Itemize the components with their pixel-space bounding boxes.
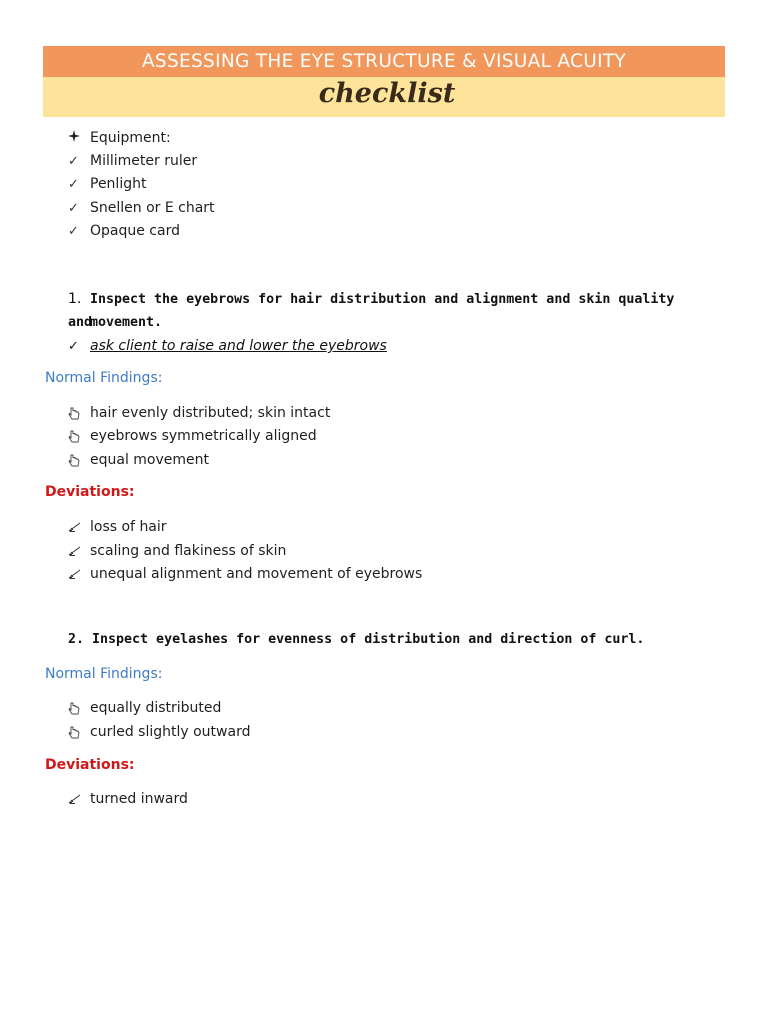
pencil-writing-icon	[68, 791, 90, 807]
normal-finding-item: hair evenly distributed; skin intact	[68, 402, 330, 424]
step-1-heading-cont: movement.	[90, 315, 163, 330]
step-2-heading: 2. Inspect eyelashes for evenness of distribution and direction of curl.	[68, 632, 645, 647]
check-icon: ✓	[68, 338, 79, 354]
normal-findings-label: Normal Findings:	[45, 370, 163, 386]
pencil-writing-icon	[68, 519, 90, 535]
hand-pointer-icon	[68, 452, 90, 468]
pencil-writing-icon	[68, 543, 90, 559]
deviations-label: Deviations:	[45, 484, 135, 500]
normal-finding-item: equal movement	[68, 449, 209, 471]
hand-pointer-icon	[68, 428, 90, 444]
equipment-item: ✓ Snellen or E chart	[68, 200, 215, 216]
check-icon: ✓	[68, 200, 79, 216]
hand-pointer-icon	[68, 700, 90, 716]
normal-findings-label: Normal Findings:	[45, 666, 163, 682]
hand-pointer-icon	[68, 405, 90, 421]
deviations-label: Deviations:	[45, 757, 135, 773]
deviation-item: unequal alignment and movement of eyebrows	[68, 563, 422, 585]
normal-finding-item: curled slightly outward	[68, 721, 250, 743]
equipment-item: ✓ Opaque card	[68, 223, 180, 239]
equipment-item: ✓ Penlight	[68, 176, 147, 192]
pencil-writing-icon	[68, 566, 90, 582]
check-icon: ✓	[68, 176, 79, 192]
deviation-item: turned inward	[68, 788, 188, 810]
step-1-heading: 1. Inspect the eyebrows for hair distribution and alignment and skin quality and	[68, 291, 675, 330]
star-bullet-icon	[68, 130, 90, 146]
check-icon: ✓	[68, 223, 79, 239]
deviation-item: loss of hair	[68, 516, 167, 538]
document-subtitle: checklist	[318, 78, 456, 109]
normal-finding-item: eyebrows symmetrically aligned	[68, 425, 317, 447]
document-subtitle-bar	[43, 77, 725, 117]
equipment-heading: Equipment:	[68, 127, 171, 149]
document-title: ASSESSING THE EYE STRUCTURE & VISUAL ACUITY	[43, 46, 725, 77]
deviation-item: scaling and flakiness of skin	[68, 540, 286, 562]
normal-finding-item: equally distributed	[68, 697, 221, 719]
check-icon: ✓	[68, 153, 79, 169]
hand-pointer-icon	[68, 724, 90, 740]
step-1-instruction: ✓ ask client to raise and lower the eyebrows	[68, 338, 387, 354]
equipment-item: ✓ Millimeter ruler	[68, 153, 198, 169]
